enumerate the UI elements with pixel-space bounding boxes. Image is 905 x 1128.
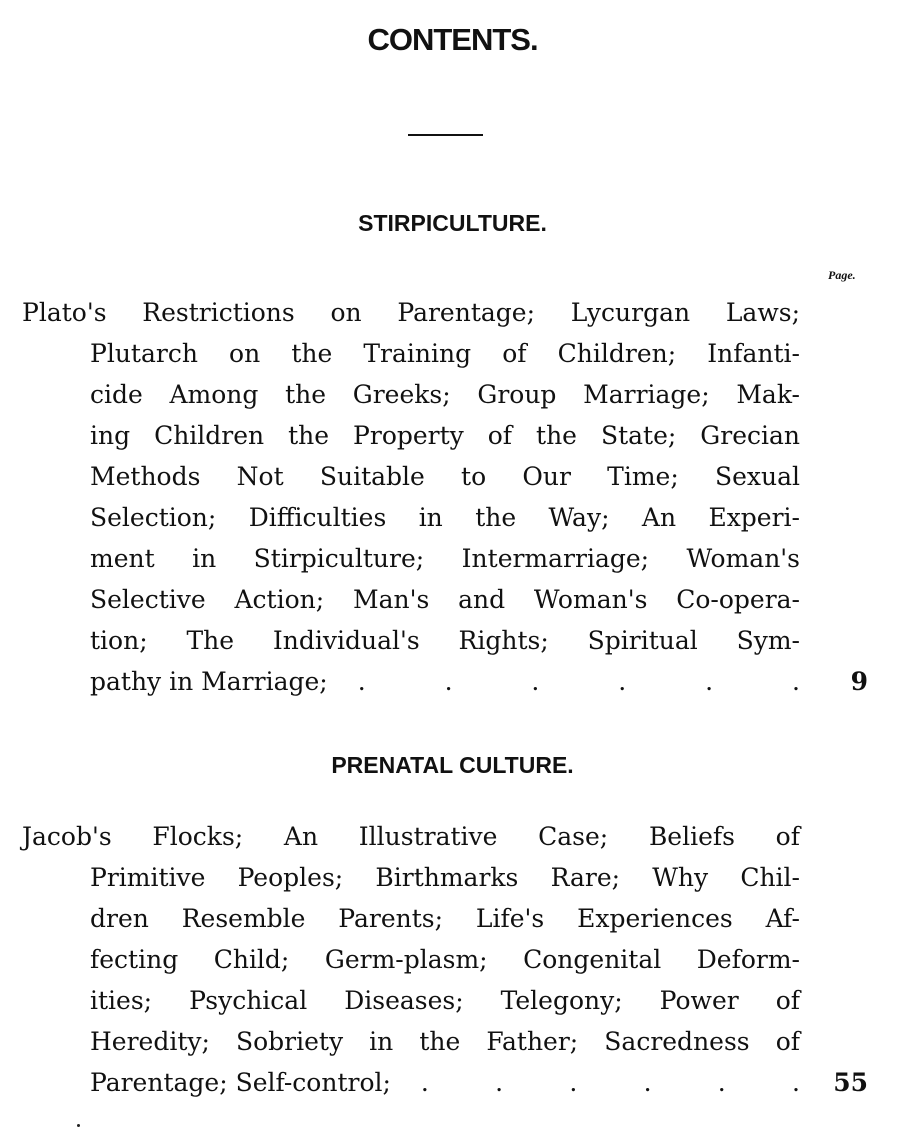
page-number: 9 [850,667,868,696]
entry-line: Heredity; Sobriety in the Father; Sacredness of [90,1027,800,1056]
entry-line: dren Resemble Parents; Life's Experiences Af- [90,904,800,933]
entry-last-line [90,661,800,702]
entry-line: Selective Action; Man's and Woman's Co-opera- [90,585,800,614]
leader-dot: . [420,1068,429,1097]
leader-dot: . [495,1068,504,1097]
section-heading: PRENATAL CULTURE. [331,752,574,778]
entry-line: Plutarch on the Training of Children; Infanti- [90,339,800,368]
leader-dot: . [643,1068,652,1097]
leader-dot: . [618,667,627,696]
entry-line: ities; Psychical Diseases; Telegony; Power of [90,986,800,1015]
leader-dot: . [792,1068,800,1097]
entry-line: ing Children the Property of the State; Grecian [90,421,800,450]
entry-line: Plato's Restrictions on Parentage; Lycurgan Laws; [22,298,800,327]
entry-last-text: pathy in Marriage; [90,667,328,696]
entry-line: fecting Child; Germ-plasm; Congenital Deform- [90,945,800,974]
leader-dot: . [357,667,366,696]
page-column-label: Page. [828,268,856,282]
entry-line: Jacob's Flocks; An Illustrative Case; Beliefs of [22,822,800,851]
leader-dots [358,661,800,702]
leader-dots [421,1062,800,1103]
entry-line: tion; The Individual's Rights; Spiritual Sym- [90,626,800,655]
leader-dot: . [792,667,800,696]
page-number: 55 [833,1068,868,1097]
leader-dot: . [531,667,540,696]
title-rule [408,134,483,136]
page-title: CONTENTS. [367,22,538,57]
entry-last-text: Parentage; Self-control; [90,1068,391,1097]
entry-line: Selection; Difficulties in the Way; An Experi- [90,503,800,532]
leader-dot: . [569,1068,578,1097]
entry-line: ment in Stirpiculture; Intermarriage; Woman's [90,544,800,573]
leader-dot: . [717,1068,726,1097]
entry-line: Methods Not Suitable to Our Time; Sexual [90,462,800,491]
scan-speck [77,1124,80,1127]
entry-line: cide Among the Greeks; Group Marriage; Mak- [90,380,800,409]
entry-line: Primitive Peoples; Birthmarks Rare; Why Chil- [90,863,800,892]
leader-dot: . [705,667,714,696]
entry-last-line [90,1062,800,1103]
leader-dot: . [444,667,453,696]
section-heading: STIRPICULTURE. [358,210,547,236]
